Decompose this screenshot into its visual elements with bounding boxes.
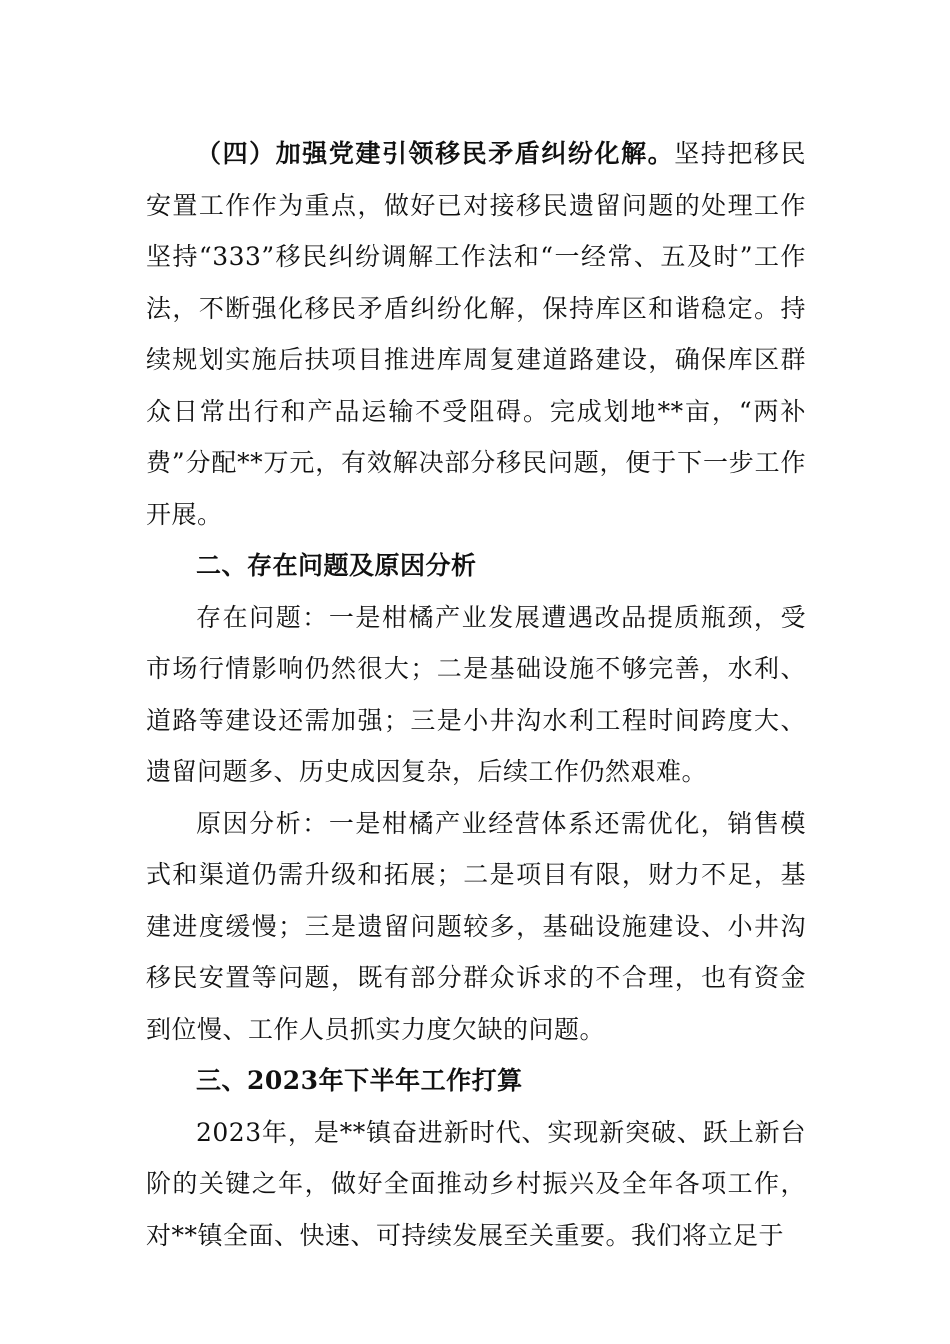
section-four-body: 坚持把移民安置工作作为重点，做好已对接移民遗留问题的处理工作坚持“333”移民纠纷调解工作法和“一经常、五及时”工作法，不断强化移民矛盾纠纷化解，保持库区和谐稳定。持续规划实施后扶项目推进库周复建道路建设，确保库区群众日常出行和产品运输不受阻碍。完成划地**亩，“两补费”分配**万元，有效解决部分移民问题，便于下一步工作开展。 bbox=[146, 139, 806, 529]
section-four-lead: （四）加强党建引领移民矛盾纠纷化解。 bbox=[196, 139, 675, 168]
document-page bbox=[146, 128, 806, 1261]
paragraph-section-four bbox=[146, 128, 806, 540]
heading-problems-analysis: 二、存在问题及原因分析 bbox=[196, 551, 477, 580]
paragraph-plan: 2023年，是**镇奋进新时代、实现新突破、跃上新台阶的关键之年，做好全面推动乡村振兴及全年各项工作，对**镇全面、快速、可持续发展至关重要。我们将立足于 bbox=[146, 1117, 806, 1250]
paragraph-problems: 存在问题：一是柑橘产业发展遭遇改品提质瓶颈，受市场行情影响仍然很大；二是基础设施不够完善，水利、道路等建设还需加强；三是小井沟水利工程时间跨度大、遗留问题多、历史成因复杂，后续工作仍然艰难。 bbox=[146, 602, 806, 786]
heading-work-plan: 三、2023年下半年工作打算 bbox=[196, 1066, 523, 1095]
paragraph-causes: 原因分析：一是柑橘产业经营体系还需优化，销售模式和渠道仍需升级和拓展；二是项目有限，财力不足，基建进度缓慢；三是遗留问题较多，基础设施建设、小井沟移民安置等问题，既有部分群众诉求的不合理，也有资金到位慢、工作人员抓实力度欠缺的问题。 bbox=[146, 808, 806, 1044]
